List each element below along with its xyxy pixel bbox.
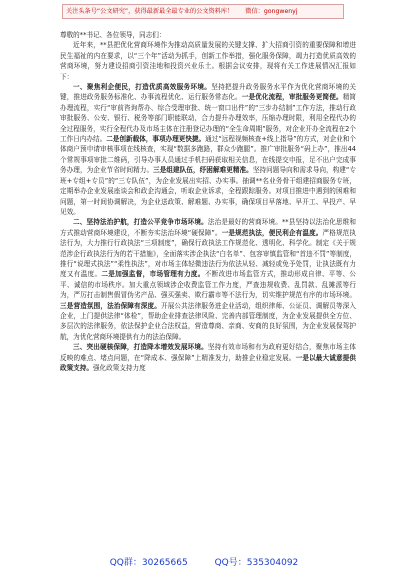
text-run: 强化政策支持力度	[92, 364, 146, 372]
text-run: 开展公共法律服务进企业活动，组织律师、公证员、调解员等深入企业，上门提供法律“体检”，帮助企业排查法律风险、完善内部管理制度，为企业发展提供全方位、多层次的法律服务，依法保护企业合法权益，营造尊商、亲商、安商的良好氛围，为企业发展保驾护航，为优化营商环境提供有力的法治保障。	[60, 301, 356, 341]
paragraph-list	[60, 40, 356, 373]
bold-heading: 二、坚持法治护航，打造公平竞争市场环境。	[73, 218, 208, 227]
body-paragraph	[60, 217, 356, 342]
text-run: 法治是最好的营商环境。**县坚持以法治化思维和方式推动营商环境建设，不断夯实法治环境“硬保障”。	[60, 218, 356, 237]
banner-text: 关注头条号“公文研究”，获得最新最全最专业的公文资料库！	[66, 8, 234, 15]
bold-heading: 一、聚焦利企便民，打造优质高效服务环境。	[73, 83, 212, 92]
salutation: 尊敬的**书记、各位领导，同志们：	[60, 31, 166, 39]
text-run: 通过“远程视频核查+线上指导”的方式，对企业和个体商户预申请审核事项在线核查，实现“数据多跑路，群众少跑腿”。推广审批服务“码上办”，推出44个常规事项审批二维码，引导办事人员通过手机扫码获取相关信息，在线提交申报，足不出户完成事务办理，为企业节省时间精力。	[60, 135, 356, 175]
text-run: 坚持把提升政务服务水平作为优化营商环境的关键，推进政务服务标准化、办事流程优化、运行服务常态化。	[60, 83, 356, 102]
bold-heading: 一是规范执法，便民利企有温度。	[221, 228, 323, 237]
text-run: 近年来，**县把优化营商环境作为推动高质量发展的关键支撑、扩大招商引资的重要保障和增进民生福祉的内在要求，以“三个年”活动为抓手，创新工作举措，强化服务保障，竭力打造优质高效的营商环境，努力建设招商引资洼地和投资兴业乐土。根据会议安排，现将有关工作进展情况汇报如下：	[60, 41, 356, 81]
bold-heading: 一是优化流程，审批服务更简便。	[241, 93, 343, 102]
footer-qq-group: QQ群：30265665	[109, 558, 188, 568]
bold-heading: 三是营造氛围，法治保障有深度。	[60, 301, 161, 310]
document-body	[60, 30, 356, 552]
bold-heading: 三是组建队伍，纾困解难更精准。	[153, 166, 253, 175]
text-run: 严格规范执法行为，大力推行行政执法“三项制度”，确保行政执法工作规范化、透明化、科学化。制定《关于规范涉企行政执法行为的若干措施》，全面落实涉企执法“白名单”、包容审慎监管和“首违不罚”等制度，推行“说理式执法”“柔性执法”，对市场主体轻微违法行为依法从轻、减轻或免予处罚，让执法既有力度又有温度。	[60, 228, 356, 279]
bold-heading: 三、突出硬核保障，打造降本增效发展环境。	[73, 343, 208, 352]
footer	[0, 556, 408, 570]
body-paragraph	[60, 40, 356, 82]
footer-qq-number: QQ号：535304092	[214, 558, 299, 568]
bold-heading: 二是加强监督，市场管理有力度。	[101, 270, 205, 279]
banner-wechat: 微信：gongwenyj	[245, 8, 298, 15]
bold-heading: 二是创新载体，事项办理更快捷。	[106, 135, 206, 144]
body-paragraph	[60, 342, 356, 373]
text-run: 坚持有效市场和有为政府更好结合，聚焦市场主体反映的难点、堵点问题，在“降成本、强保障”上精准发力，助推企业稳定发展。	[60, 343, 356, 362]
text-run: 精简办理流程，实行“审前咨询帮办、综合受理审批、统一窗口出件”的“三步办结制”工作方法，推动行政审批服务、公安、银行、税务等部门职能联动，合力提升办理效率，压缩办理时限，利用全程代办的全过程服务，实行全程代办及市场主体在注册登记办理的“全生命周期”服务，对企业开办全流程在2个工作日内办结。	[60, 93, 356, 144]
top-banner	[62, 4, 344, 19]
body-paragraph	[60, 82, 356, 217]
bold-heading: 一是以最大诚意提供政策支持。	[60, 353, 356, 372]
text-run: 坚持问题导向和需求导向，构建“专班+专组+专员”的“三专队伍”，为企业发展出实招、办实事。抽调**名业务骨干组建招商服务专班，定期举办企业发展座谈会和政企沟通会，听取企业诉求，全程跟踪服务。对项目推进中遇到的困难和问题，第一时间协调解决，为企业送政策、解难题、办实事，确保项目早落地、早开工、早投产、早见效。	[60, 166, 356, 216]
text-run: 不断改进市场监管方式，推动形成自律、平等、公平、诚信的市场秩序。加大重点领域涉企收费监管工作力度，严查违规收费、乱罚款、乱摊派等行为，严厉打击制售假冒伪劣产品、强买强卖、欺行霸市等不法行为，切实维护规范有序的市场环境。	[60, 270, 356, 300]
